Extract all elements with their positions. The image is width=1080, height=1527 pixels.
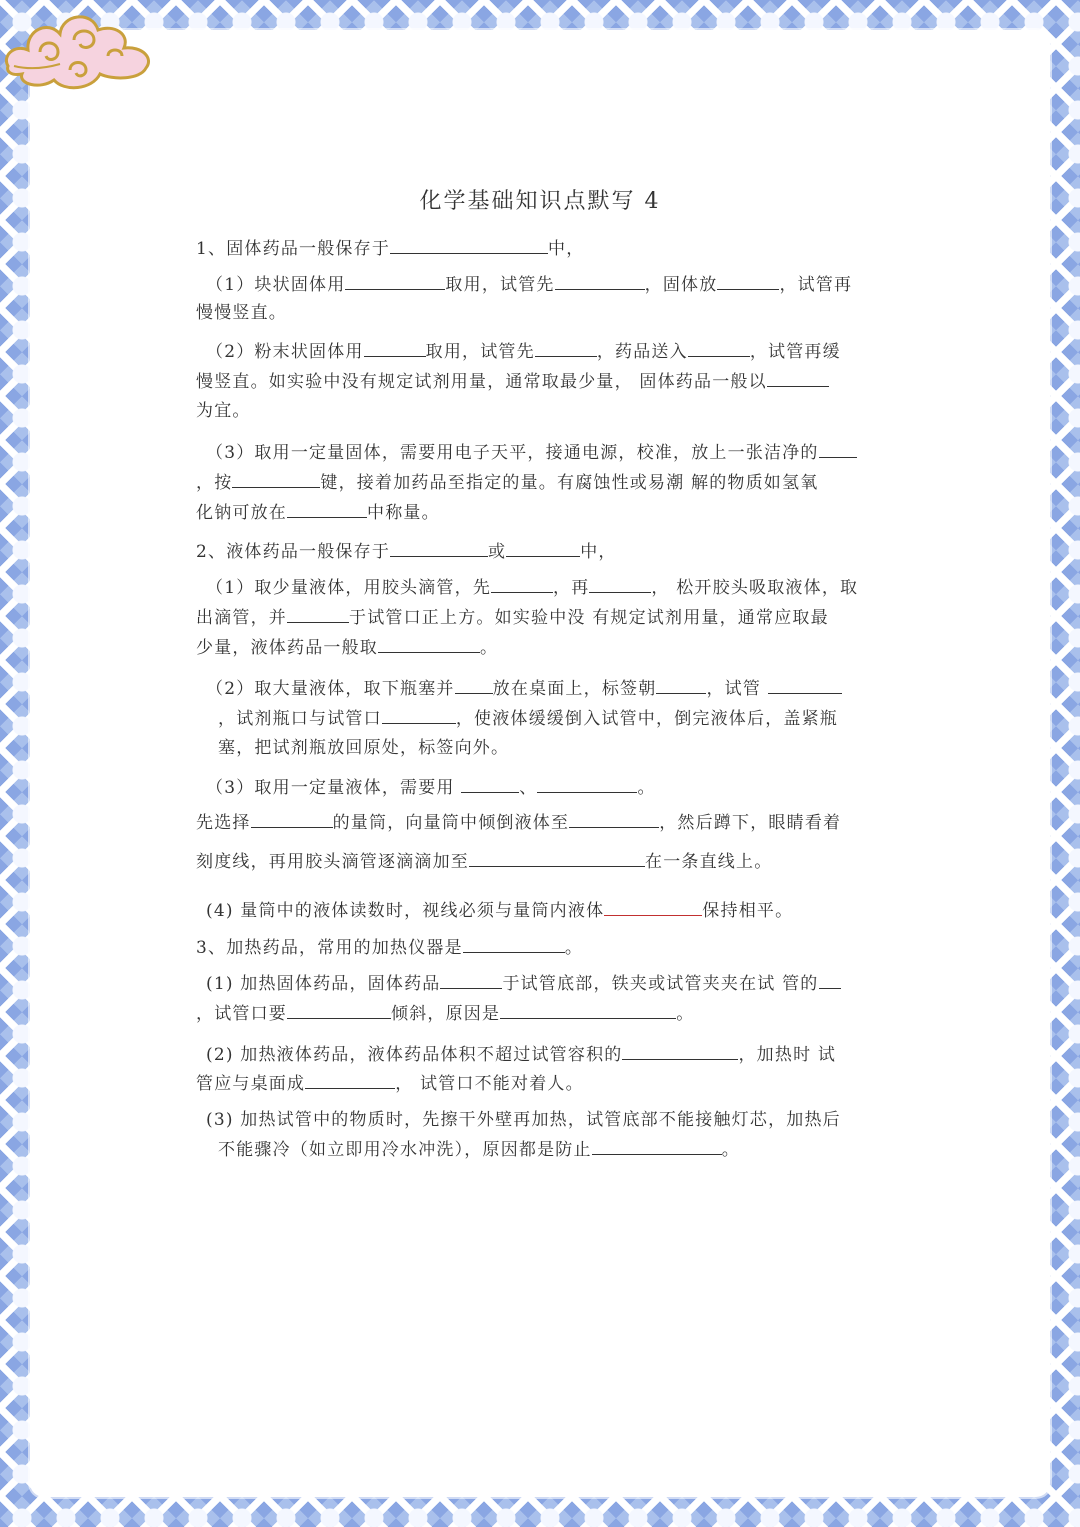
q2-sub2-line2 [218, 705, 838, 732]
text: ，试剂瓶口与试管口 [218, 709, 382, 729]
text: 或 [488, 542, 507, 562]
text: 化钠可放在 [196, 503, 287, 523]
text: ，按 [196, 473, 233, 493]
text: 倾斜，原因是 [391, 1004, 501, 1024]
text: (2) 加热液体药品，液体药品体积不超过试管容积的 [206, 1045, 623, 1065]
question-2-line [196, 538, 617, 565]
q1-sub1-line1 [206, 271, 852, 298]
text: 于试管口正上方。如实验中没 有规定试剂用量，通常应取最 [349, 608, 829, 628]
q3-sub1-line1 [206, 970, 841, 997]
answer-blank[interactable] [382, 705, 456, 724]
text: 出滴管，并 [196, 608, 287, 628]
text: ，试管口要 [196, 1004, 287, 1024]
q3-sub3-line1: (3) 加热试管中的物质时，先擦干外壁再加热，试管底部不能接触灯芯，加热后 [206, 1110, 841, 1130]
text: （2）取大量液体，取下瓶塞并 [206, 679, 455, 699]
text: 。 [637, 778, 656, 798]
text: ，固体放 [644, 275, 718, 295]
text: ，加热时 试 [738, 1045, 837, 1065]
answer-blank[interactable] [500, 1000, 676, 1019]
text: 刻度线，再用胶头滴管逐滴滴加至 [196, 852, 469, 872]
answer-blank[interactable] [717, 271, 779, 290]
text: 。 [676, 1004, 695, 1024]
answer-blank[interactable] [463, 934, 565, 953]
text: 中， [548, 239, 585, 259]
q3-sub1-line2 [196, 1000, 694, 1027]
text: （1）块状固体用 [206, 275, 346, 295]
text: （3）取用一定量液体，需要用 [206, 778, 462, 798]
text: 、 [519, 778, 538, 798]
answer-blank[interactable] [345, 271, 445, 290]
text: （2）粉末状固体用 [206, 342, 364, 362]
text: 2、液体药品一般保存于 [196, 542, 391, 562]
text: ，试管 [706, 679, 768, 699]
answer-blank[interactable] [455, 675, 493, 694]
q2-sub2-line1 [206, 675, 842, 702]
answer-blank[interactable] [390, 235, 548, 254]
answer-blank[interactable] [768, 675, 842, 694]
answer-blank[interactable] [767, 368, 829, 387]
auspicious-cloud-icon [0, 0, 158, 104]
text: 管应与桌面成 [196, 1074, 306, 1094]
q1-sub1-line2: 慢慢竖直。 [196, 303, 287, 323]
answer-blank[interactable] [440, 970, 502, 989]
text: 键，接着加药品至指定的量。有腐蚀性或易潮 解的物质如氢氧 [320, 473, 819, 493]
answer-blank[interactable] [604, 897, 702, 916]
q2-sub3-line1 [206, 774, 656, 801]
text: 不能骤冷（如立即用冷水冲洗），原因都是防止 [218, 1140, 592, 1160]
text: ，再 [553, 578, 590, 598]
answer-blank[interactable] [537, 774, 637, 793]
answer-blank[interactable] [287, 1000, 391, 1019]
answer-blank[interactable] [656, 675, 706, 694]
q1-sub2-line3: 为宜。 [196, 401, 251, 421]
text: 3、加热药品，常用的加热仪器是 [196, 938, 463, 958]
answer-blank[interactable] [378, 634, 480, 653]
question-1-line [196, 235, 584, 262]
text: ， 试管口不能对着人。 [395, 1074, 584, 1094]
text: 放在桌面上，标签朝 [492, 679, 657, 699]
q2-sub2-line3: 塞，把试剂瓶放回原处，标签向外。 [218, 738, 510, 758]
answer-blank[interactable] [592, 1136, 722, 1155]
text: 取用，试管先 [445, 275, 555, 295]
text: 在一条直线上。 [645, 852, 773, 872]
q2-sub3-line2 [196, 809, 841, 836]
answer-blank[interactable] [232, 469, 320, 488]
text: 取用，试管先 [425, 342, 535, 362]
answer-blank[interactable] [287, 604, 349, 623]
text: 先选择 [196, 813, 251, 833]
answer-blank[interactable] [622, 1041, 738, 1060]
text: 保持相平。 [702, 901, 794, 921]
answer-blank[interactable] [569, 809, 659, 828]
text: 中称量。 [367, 503, 440, 523]
text: （1）取少量液体，用胶头滴管，先 [206, 578, 492, 598]
q3-sub2-line1 [206, 1041, 836, 1068]
q2-sub3-line3 [196, 848, 772, 875]
text: 的量筒，向量筒中倾倒液体至 [332, 813, 570, 833]
text: 1、固体药品一般保存于 [196, 239, 391, 259]
answer-blank[interactable] [287, 499, 367, 518]
answer-blank[interactable] [555, 271, 645, 290]
text: (1) 加热固体药品，固体药品 [206, 974, 441, 994]
answer-blank[interactable] [491, 574, 553, 593]
q1-sub3-line1 [206, 439, 857, 466]
page-title: 化学基础知识点默写 4 [419, 189, 661, 214]
q3-sub3-line2 [218, 1136, 740, 1163]
q2-sub4-line [206, 897, 793, 924]
answer-blank[interactable] [506, 538, 580, 557]
answer-blank[interactable] [688, 338, 750, 357]
answer-blank[interactable] [589, 574, 651, 593]
text: ，使液体缓缓倒入试管中，倒完液体后，盖紧瓶 [455, 709, 839, 729]
answer-blank[interactable] [469, 848, 645, 867]
answer-blank[interactable] [535, 338, 597, 357]
text: ，然后蹲下，眼睛看着 [659, 813, 842, 833]
answer-blank[interactable] [390, 538, 488, 557]
text: (4) 量筒中的液体读数时，视线必须与量筒内液体 [206, 901, 605, 921]
answer-blank[interactable] [364, 338, 426, 357]
answer-blank[interactable] [251, 809, 333, 828]
q1-sub3-line2 [196, 469, 818, 496]
answer-blank[interactable] [819, 439, 857, 458]
text: ，药品送入 [596, 342, 688, 362]
text: ，试管再 [779, 275, 853, 295]
q1-sub3-line3 [196, 499, 440, 526]
text: ，试管再缓 [749, 342, 841, 362]
text: 于试管底部，铁夹或试管夹夹在试 管的 [502, 974, 819, 994]
q2-sub1-line1 [206, 574, 858, 601]
text: 。 [721, 1140, 740, 1160]
text: （3）取用一定量固体，需要用电子天平，接通电源，校准，放上一张洁净的 [206, 443, 819, 463]
answer-blank[interactable] [819, 970, 841, 989]
text: 慢竖直。如实验中没有规定试剂用量，通常取最少量， 固体药品一般以 [196, 372, 767, 392]
q2-sub1-line3 [196, 634, 498, 661]
answer-blank[interactable] [461, 774, 519, 793]
text: 。 [564, 938, 584, 958]
question-3-line [196, 934, 583, 961]
text: 中， [580, 542, 617, 562]
q1-sub2-line2 [196, 368, 829, 395]
text: ， 松开胶头吸取液体，取 [651, 578, 859, 598]
q2-sub1-line2 [196, 604, 829, 631]
text: 。 [480, 638, 499, 658]
q3-sub2-line2 [196, 1070, 584, 1097]
q1-sub2-line1 [206, 338, 841, 365]
answer-blank[interactable] [305, 1070, 395, 1089]
text: 少量，液体药品一般取 [196, 638, 378, 658]
